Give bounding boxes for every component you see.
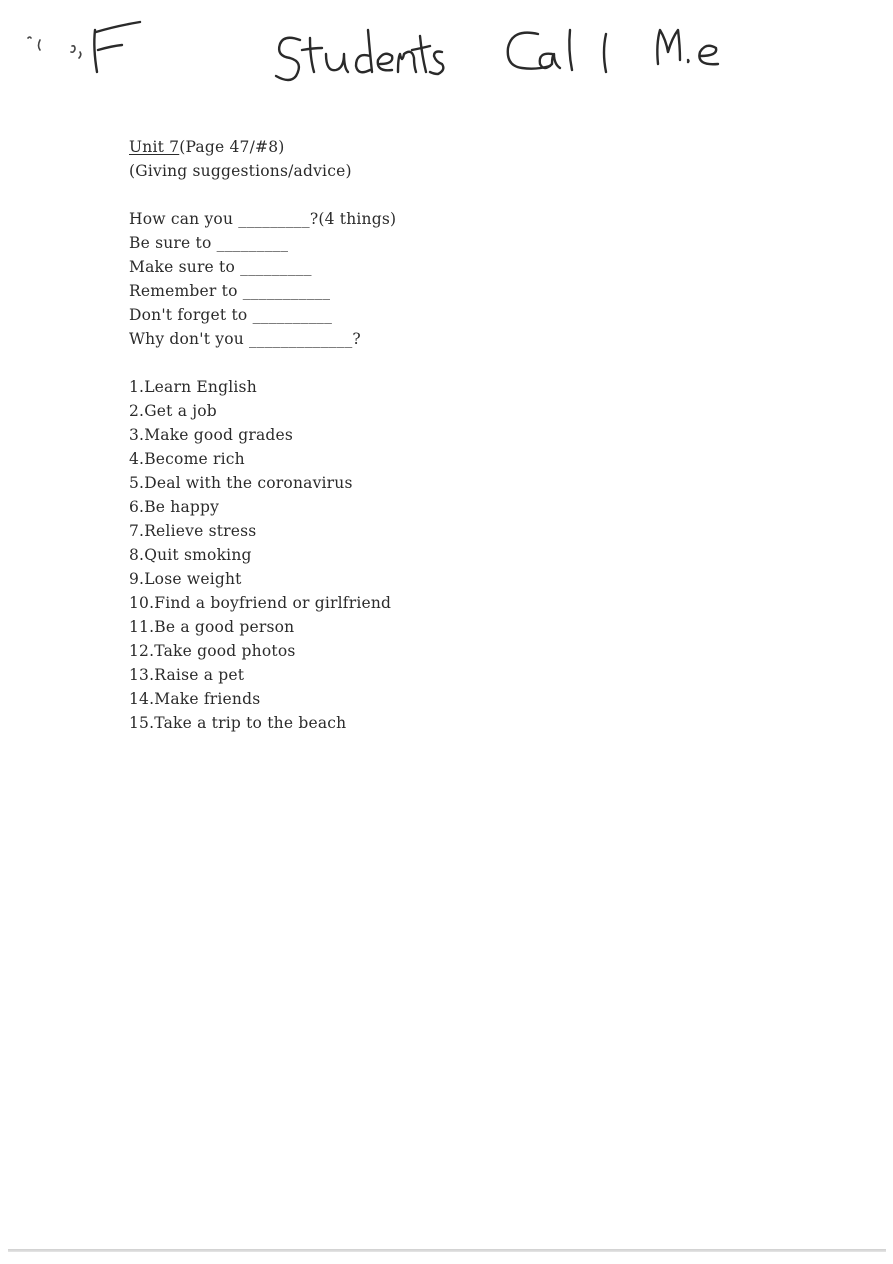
topic-item: 7.Relieve stress xyxy=(129,522,257,540)
topic-item: 13.Raise a pet xyxy=(129,666,245,684)
prompt-line: Be sure to _________ xyxy=(129,234,289,252)
prompt-line: Remember to ___________ xyxy=(129,282,331,300)
prompt-line: How can you _________?(4 things) xyxy=(129,210,397,228)
topic-item: 12.Take good photos xyxy=(129,642,296,660)
topic-item: 14.Make friends xyxy=(129,690,261,708)
unit-heading xyxy=(129,135,769,159)
topic-item: 11.Be a good person xyxy=(129,618,295,636)
topic-item: 8.Quit smoking xyxy=(129,546,252,564)
page-reference: (Page 47/#8) xyxy=(179,138,285,156)
spacer xyxy=(129,183,769,207)
topic-item: 15.Take a trip to the beach xyxy=(129,714,347,732)
topic-item: 9.Lose weight xyxy=(129,570,242,588)
prompt-list xyxy=(129,207,769,351)
worksheet-content xyxy=(129,135,769,735)
topic-item: 1.Learn English xyxy=(129,378,257,396)
topic-item: 5.Deal with the coronavirus xyxy=(129,474,353,492)
handwritten-title-drawing xyxy=(270,20,750,90)
topic-item: 6.Be happy xyxy=(129,498,220,516)
topic-item: 10.Find a boyfriend or girlfriend xyxy=(129,594,392,612)
topic-item: 3.Make good grades xyxy=(129,426,294,444)
handwritten-corner-mark xyxy=(22,18,152,78)
scan-bottom-edge xyxy=(8,1249,886,1252)
topic-list xyxy=(129,375,769,735)
topic-item: 2.Get a job xyxy=(129,402,217,420)
corner-mark-drawing xyxy=(22,18,152,78)
handwritten-header xyxy=(0,0,893,110)
worksheet-subtitle: (Giving suggestions/advice) xyxy=(129,162,352,180)
spacer xyxy=(129,351,769,375)
prompt-line: Why don't you _____________? xyxy=(129,330,361,348)
topic-item: 4.Become rich xyxy=(129,450,245,468)
handwritten-title xyxy=(270,20,750,90)
unit-label: Unit 7 xyxy=(129,138,180,156)
prompt-line: Don't forget to __________ xyxy=(129,306,333,324)
prompt-line: Make sure to _________ xyxy=(129,258,312,276)
